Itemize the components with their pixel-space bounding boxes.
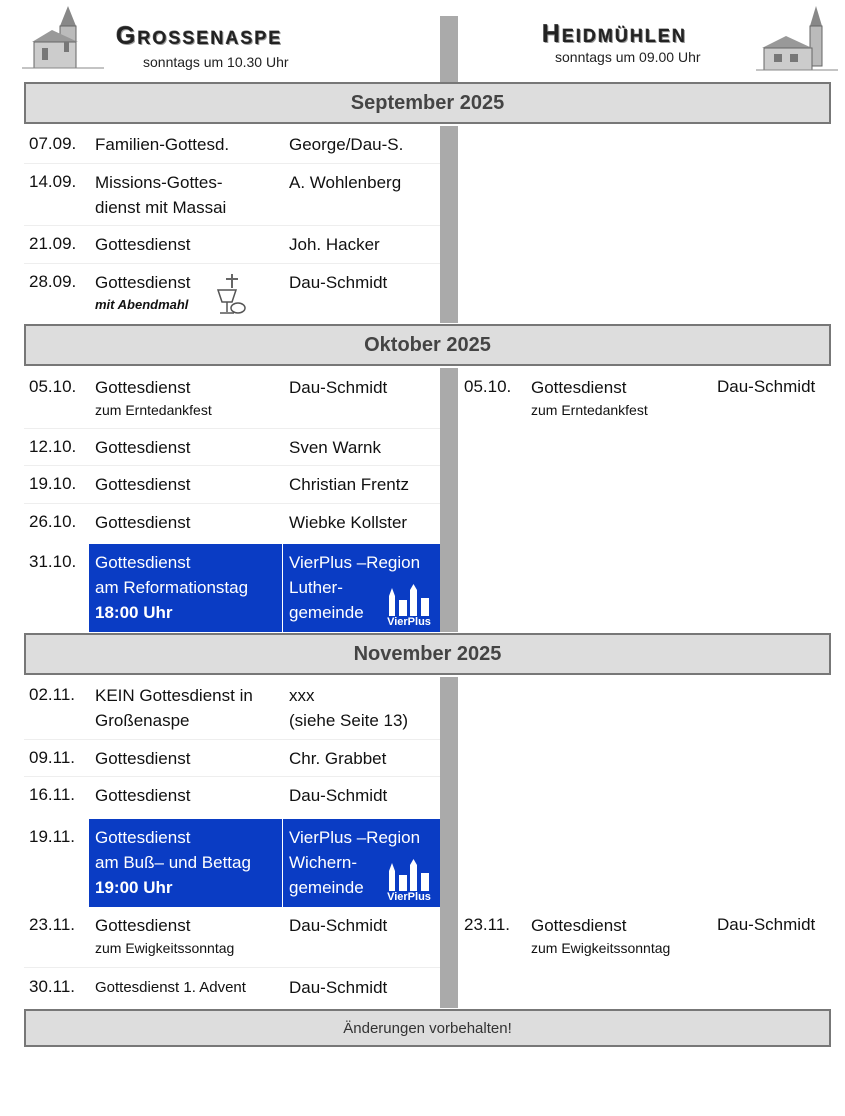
vierplus-logo-text: VierPlus: [387, 891, 431, 903]
date: 19.10.: [29, 474, 77, 493]
pastor: Joh. Hacker: [289, 235, 380, 254]
event: Gottesdienst: [95, 235, 191, 254]
event: [95, 683, 285, 733]
date: 07.09.: [29, 134, 77, 153]
date: 23.11.: [29, 915, 76, 934]
heid-event-line1: Gottesdienst: [531, 916, 627, 935]
grossenaspe-time: sonntags um 10.30 Uhr: [143, 54, 289, 70]
pastor-line2: Luther-: [289, 578, 343, 597]
vierplus-skyline-icon: [383, 584, 435, 616]
heid-date: 23.11.: [464, 915, 511, 934]
event: Gottesdienst: [95, 786, 191, 805]
heidmuehlen-time: sonntags um 09.00 Uhr: [555, 49, 701, 65]
pastor: Dau-Schmidt: [289, 378, 388, 397]
heid-pastor: Dau-Schmidt: [717, 915, 816, 934]
highlight-pastor: [283, 544, 440, 632]
pastor-line2: (siehe Seite 13): [289, 711, 409, 730]
event-sub: zum Ewigkeitssonntag: [95, 940, 235, 956]
highlight-pastor: [283, 819, 440, 907]
pastor: Sven Warnk: [289, 438, 381, 457]
event: [95, 170, 285, 220]
event: Gottesdienst 1. Advent: [95, 979, 246, 996]
event: [95, 375, 285, 420]
table-row: [24, 739, 440, 777]
pastor: Dau-Schmidt: [289, 916, 388, 935]
table-row: [24, 907, 440, 968]
event-line1: Gottesdienst: [95, 553, 191, 572]
pastor: Christian Frentz: [289, 475, 409, 494]
event-line1: Gottesdienst: [95, 916, 191, 935]
table-row: [24, 163, 440, 226]
event-time: 19:00 Uhr: [95, 878, 173, 897]
event: Gottesdienst: [95, 438, 191, 457]
pastor: [289, 683, 439, 733]
event: Gottesdienst: [95, 513, 191, 532]
heid-event-line1: Gottesdienst: [531, 378, 627, 397]
event: [95, 270, 285, 315]
pastor: A. Wohlenberg: [289, 173, 402, 192]
date: 02.11.: [29, 685, 76, 704]
pastor: George/Dau-S.: [289, 135, 404, 154]
table-row: [24, 503, 440, 543]
event: Gottesdienst: [95, 475, 191, 494]
pastor-line1: VierPlus –Region: [289, 828, 421, 847]
vierplus-logo: [383, 584, 435, 628]
event-line2: am Buß– und Bettag: [95, 853, 251, 872]
pastor-line1: VierPlus –Region: [289, 553, 421, 572]
divider-november: [440, 677, 458, 1008]
event: [95, 825, 251, 900]
heid-event-sub: zum Ewigkeitssonntag: [531, 940, 671, 956]
heid-event: [531, 375, 648, 420]
heidmuehlen-church-icon: [756, 2, 838, 74]
date: 26.10.: [29, 512, 77, 531]
month-september: September 2025: [24, 82, 831, 124]
month-november: November 2025: [24, 633, 831, 675]
pastor: Wiebke Kollster: [289, 513, 408, 532]
event-line1: Gottesdienst: [95, 378, 191, 397]
event-sub: zum Erntedankfest: [95, 402, 212, 418]
event-sub: mit Abendmahl: [95, 297, 189, 312]
table-row: [24, 368, 440, 429]
event: Familien-Gottesd.: [95, 135, 230, 154]
date: 30.11.: [29, 977, 76, 996]
pastor-line3: gemeinde: [289, 878, 364, 897]
heid-event-sub: zum Erntedankfest: [531, 402, 648, 418]
event-line1: Missions-Gottes-: [95, 173, 223, 192]
highlight-event: [89, 819, 282, 907]
table-row: [24, 776, 440, 816]
event: [95, 550, 248, 625]
date: 14.09.: [29, 172, 77, 191]
date: 31.10.: [29, 552, 77, 571]
vierplus-skyline-icon: [383, 859, 435, 891]
month-oktober: Oktober 2025: [24, 324, 831, 366]
event-time: 18:00 Uhr: [95, 603, 173, 622]
date: 09.11.: [29, 748, 76, 767]
grossenaspe-church-icon: [22, 2, 104, 74]
event-line1: Gottesdienst: [95, 828, 191, 847]
divider-september: [440, 126, 458, 323]
pastor-line3: gemeinde: [289, 603, 364, 622]
table-row: [24, 967, 440, 1008]
divider-oktober: [440, 368, 458, 632]
communion-chalice-icon: [212, 272, 248, 320]
event-line2: dienst mit Massai: [95, 198, 227, 217]
pastor-line2: Wichern-: [289, 853, 358, 872]
table-row: [24, 126, 440, 164]
pastor: Dau-Schmidt: [289, 786, 388, 805]
date: 12.10.: [29, 437, 77, 456]
event-line1: Gottesdienst: [95, 273, 191, 292]
table-row: [24, 428, 440, 466]
event: [95, 913, 285, 958]
table-row: [24, 225, 440, 264]
heid-pastor: Dau-Schmidt: [717, 377, 816, 396]
divider-top: [440, 16, 458, 82]
date: 05.10.: [29, 377, 77, 396]
pastor: Chr. Grabbet: [289, 749, 387, 768]
pastor: Dau-Schmidt: [289, 273, 388, 292]
date: 16.11.: [29, 785, 76, 804]
date: 21.09.: [29, 234, 77, 253]
event: Gottesdienst: [95, 749, 191, 768]
pastor-line1: xxx: [289, 686, 315, 705]
event-line2: am Reformationstag: [95, 578, 249, 597]
highlight-event: [89, 544, 282, 632]
vierplus-logo-text: VierPlus: [387, 616, 431, 628]
table-row: [24, 465, 440, 504]
event-line1: KEIN Gottesdienst in: [95, 686, 253, 705]
event-line2: Großenaspe: [95, 711, 190, 730]
grossenaspe-title: Grossenaspe: [116, 22, 283, 50]
table-row: [24, 677, 440, 740]
vierplus-logo: [383, 859, 435, 903]
heid-event: [531, 913, 670, 958]
heidmuehlen-title: Heidmühlen: [542, 20, 688, 48]
pastor: Dau-Schmidt: [289, 978, 388, 997]
date: 19.11.: [29, 827, 76, 846]
footer-note: Änderungen vorbehalten!: [24, 1009, 831, 1047]
date: 28.09.: [29, 272, 77, 291]
heid-date: 05.10.: [464, 377, 512, 396]
